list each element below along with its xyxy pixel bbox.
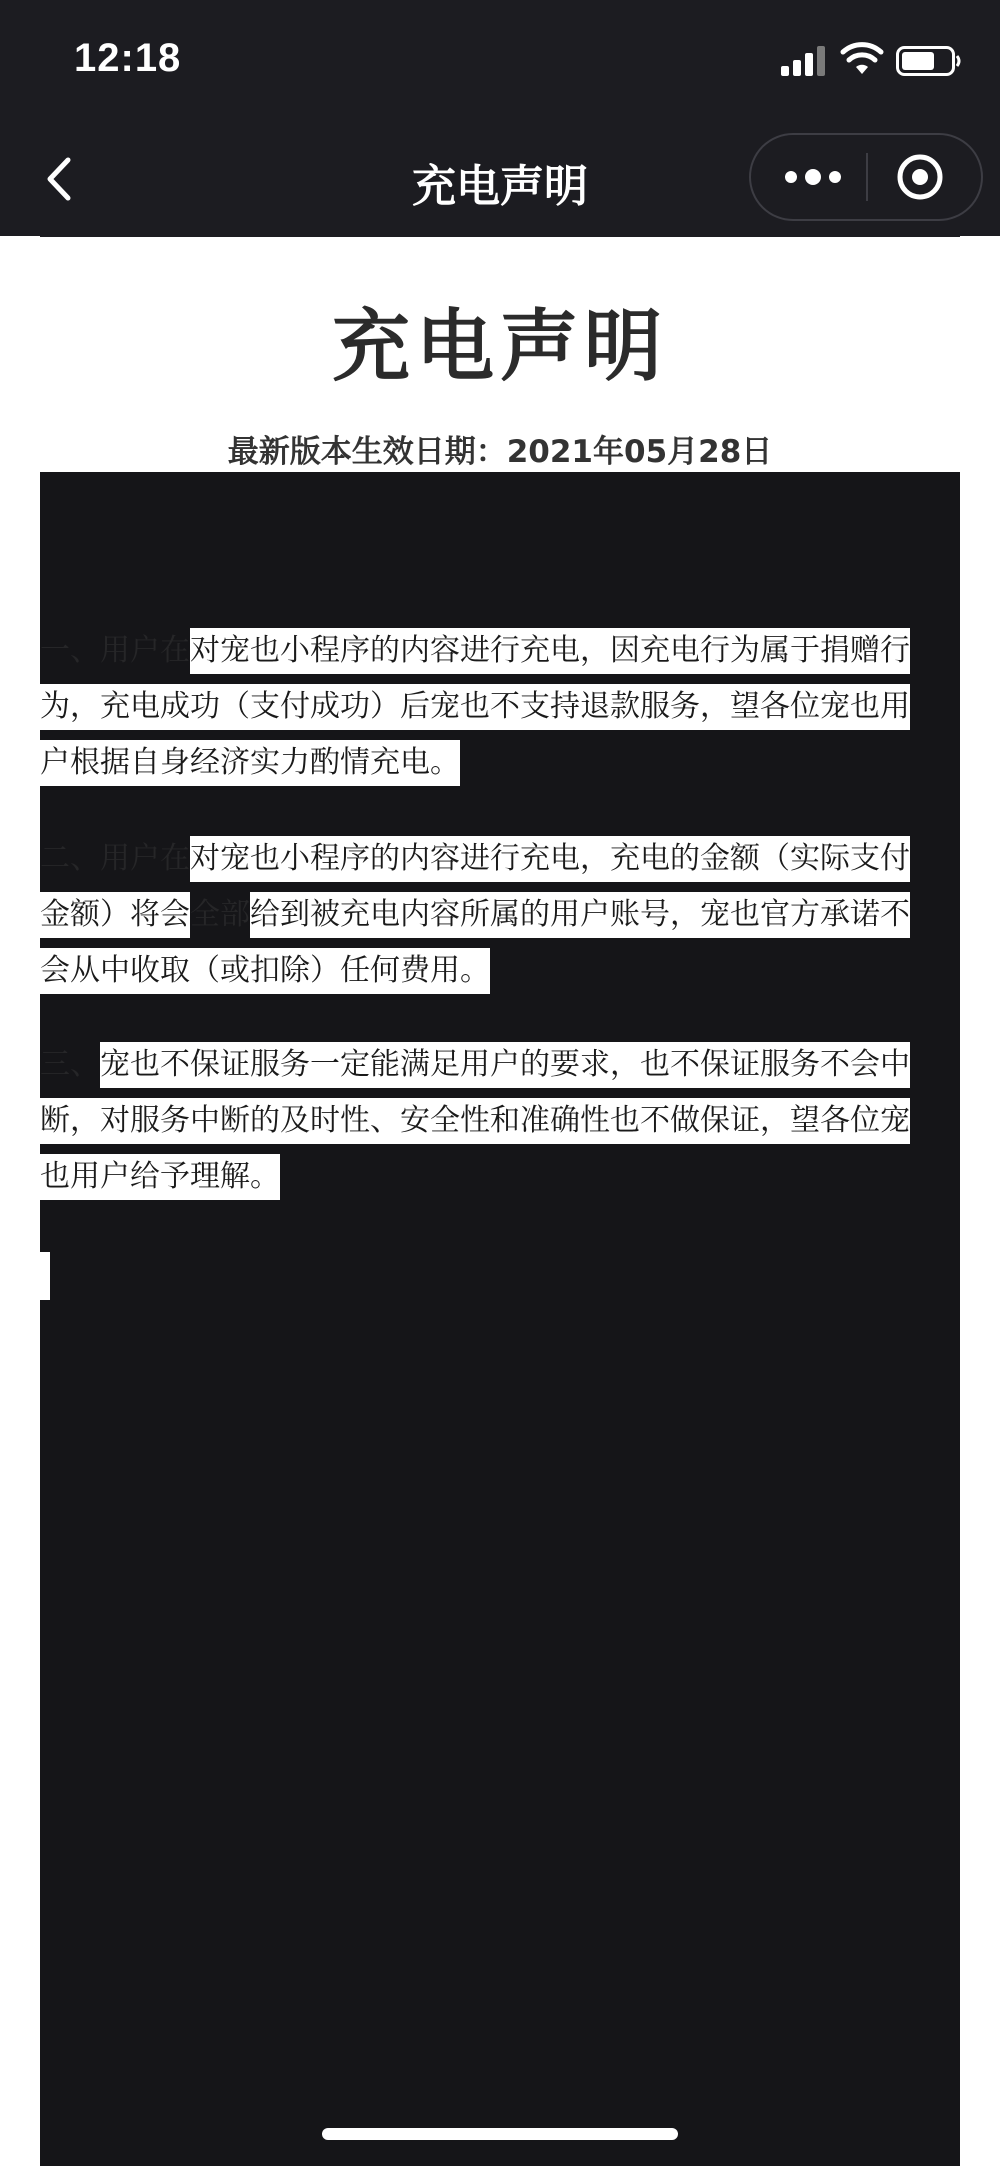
text-line <box>40 1038 960 1094</box>
text-line <box>40 680 960 736</box>
capsule-divider <box>866 153 868 201</box>
selected-text: 宠也不保证服务一定能满足用户的要求，也不保证服务不会中 <box>100 1042 910 1088</box>
selected-text: 断，对服务中断的及时性、安全性和准确性也不做保证，望各位宠 <box>40 1098 910 1144</box>
home-indicator[interactable] <box>322 2128 678 2140</box>
selected-text: 金额）将会 <box>40 892 190 938</box>
header-divider <box>40 234 960 237</box>
paragraph-3 <box>40 1038 960 1206</box>
selected-text: 对宠也小程序的内容进行充电，充电的金额（实际支付 <box>190 836 910 882</box>
faded-text: 三、 <box>40 1047 100 1082</box>
faded-text: 全部 <box>190 897 250 932</box>
nav-bar <box>0 120 1000 236</box>
miniprogram-capsule <box>749 133 983 221</box>
document-title: 充电声明 <box>331 302 668 392</box>
battery-icon <box>896 44 962 78</box>
nav-title: 充电声明 <box>412 161 588 212</box>
text-line <box>40 944 960 1000</box>
paragraph-2 <box>40 832 960 1000</box>
wifi-icon <box>840 42 884 76</box>
status-time: 12:18 <box>74 36 182 80</box>
selected-text: 给到被充电内容所属的用户账号，宠也官方承诺不 <box>250 892 910 938</box>
selected-text: 为，充电成功（支付成功）后宠也不支持退款服务，望各位宠也用 <box>40 684 910 730</box>
selected-text: 对宠也小程序的内容进行充电，因充电行为属于捐赠行 <box>190 628 910 674</box>
paragraph-1 <box>40 624 960 792</box>
faded-text: 二、用户在 <box>40 841 190 876</box>
text-line <box>40 1150 960 1206</box>
text-line <box>40 1094 960 1150</box>
selection-caret[interactable] <box>40 1252 50 1300</box>
text-line <box>40 832 960 888</box>
close-miniprogram-icon[interactable] <box>895 152 945 202</box>
selected-text: 户根据自身经济实力酌情充电。 <box>40 740 460 786</box>
selected-text: 会从中收取（或扣除）任何费用。 <box>40 948 490 994</box>
status-bar <box>0 0 1000 120</box>
text-line <box>40 888 960 944</box>
text-line <box>40 736 960 792</box>
statement-content[interactable] <box>40 472 960 2166</box>
more-icon[interactable] <box>781 157 845 197</box>
effective-date: 最新版本生效日期：2021年05月28日 <box>227 434 773 470</box>
signal-icon <box>781 46 829 76</box>
text-line <box>40 624 960 680</box>
faded-text: 一、用户在 <box>40 633 190 668</box>
selected-text: 也用户给予理解。 <box>40 1154 280 1200</box>
